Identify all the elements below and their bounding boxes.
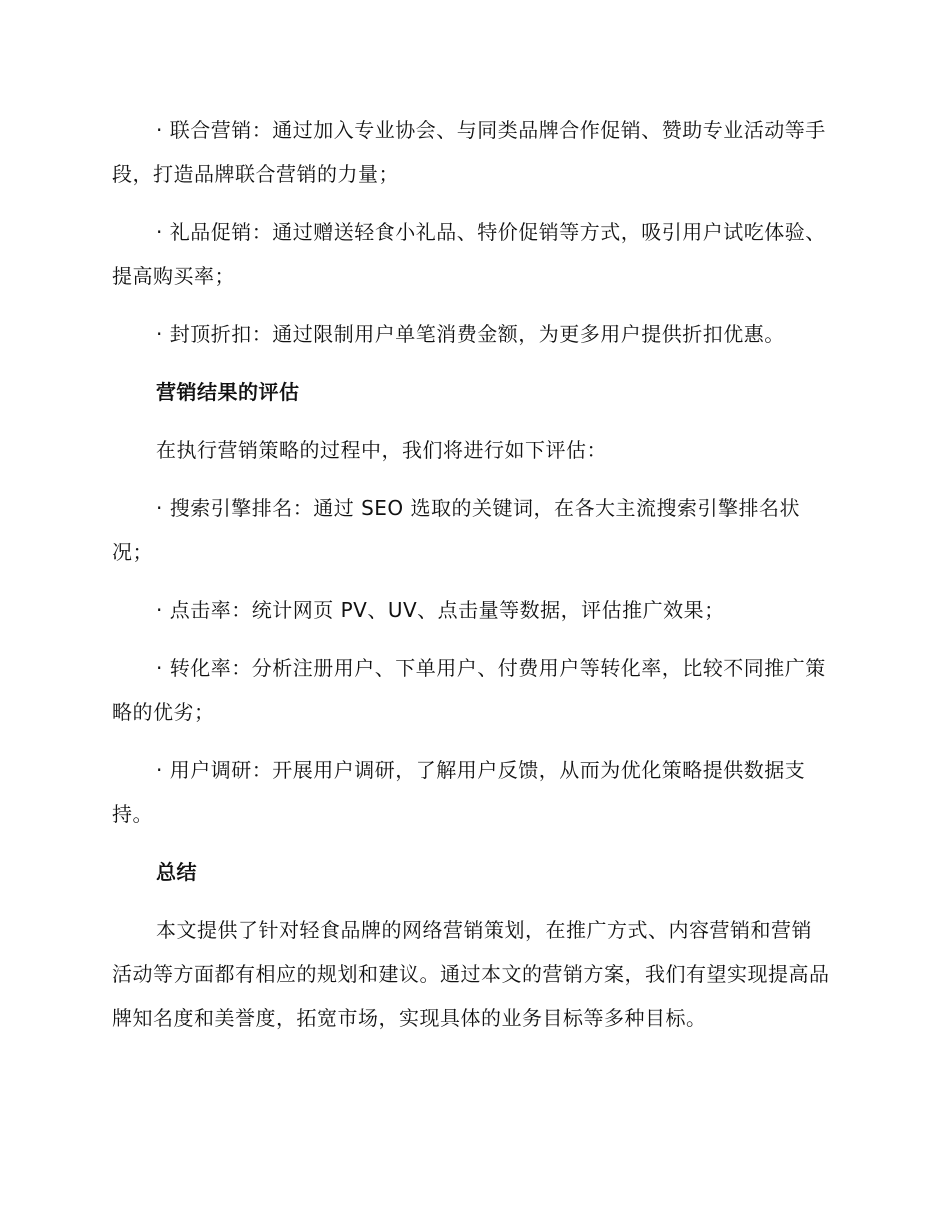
bullet-click-rate: · 点击率：统计网页 PV、UV、点击量等数据，评估推广效果； (156, 598, 725, 622)
bullet-gift-promotion: · 礼品促销：通过赠送轻食小礼品、特价促销等方式，吸引用户试吃体验、提高购买率； (112, 220, 826, 288)
section-heading-summary: 总结 (156, 860, 197, 884)
summary-body: 本文提供了针对轻食品牌的网络营销策划，在推广方式、内容营销和营销活动等方面都有相应的规划和建议。通过本文的营销方案，我们有望实现提高品牌知名度和美誉度，拓宽市场，实现具体的业务目标等多种目标。 (112, 918, 830, 1030)
bullet-user-research: · 用户调研：开展用户调研，了解用户反馈，从而为优化策略提供数据支持。 (112, 758, 806, 826)
bullet-search-ranking: · 搜索引擎排名：通过 SEO 选取的关键词，在各大主流搜索引擎排名状况； (112, 496, 801, 564)
bullet-joint-marketing: · 联合营销：通过加入专业协会、与同类品牌合作促销、赞助专业活动等手段，打造品牌联合营销的力量； (112, 118, 826, 186)
section-heading-evaluation: 营销结果的评估 (156, 380, 300, 404)
bullet-conversion-rate: · 转化率：分析注册用户、下单用户、付费用户等转化率，比较不同推广策略的优劣； (112, 656, 826, 724)
document-content (112, 108, 832, 1054)
bullet-capped-discount: · 封顶折扣：通过限制用户单笔消费金额，为更多用户提供折扣优惠。 (156, 322, 785, 346)
evaluation-intro: 在执行营销策略的过程中，我们将进行如下评估： (156, 438, 607, 462)
